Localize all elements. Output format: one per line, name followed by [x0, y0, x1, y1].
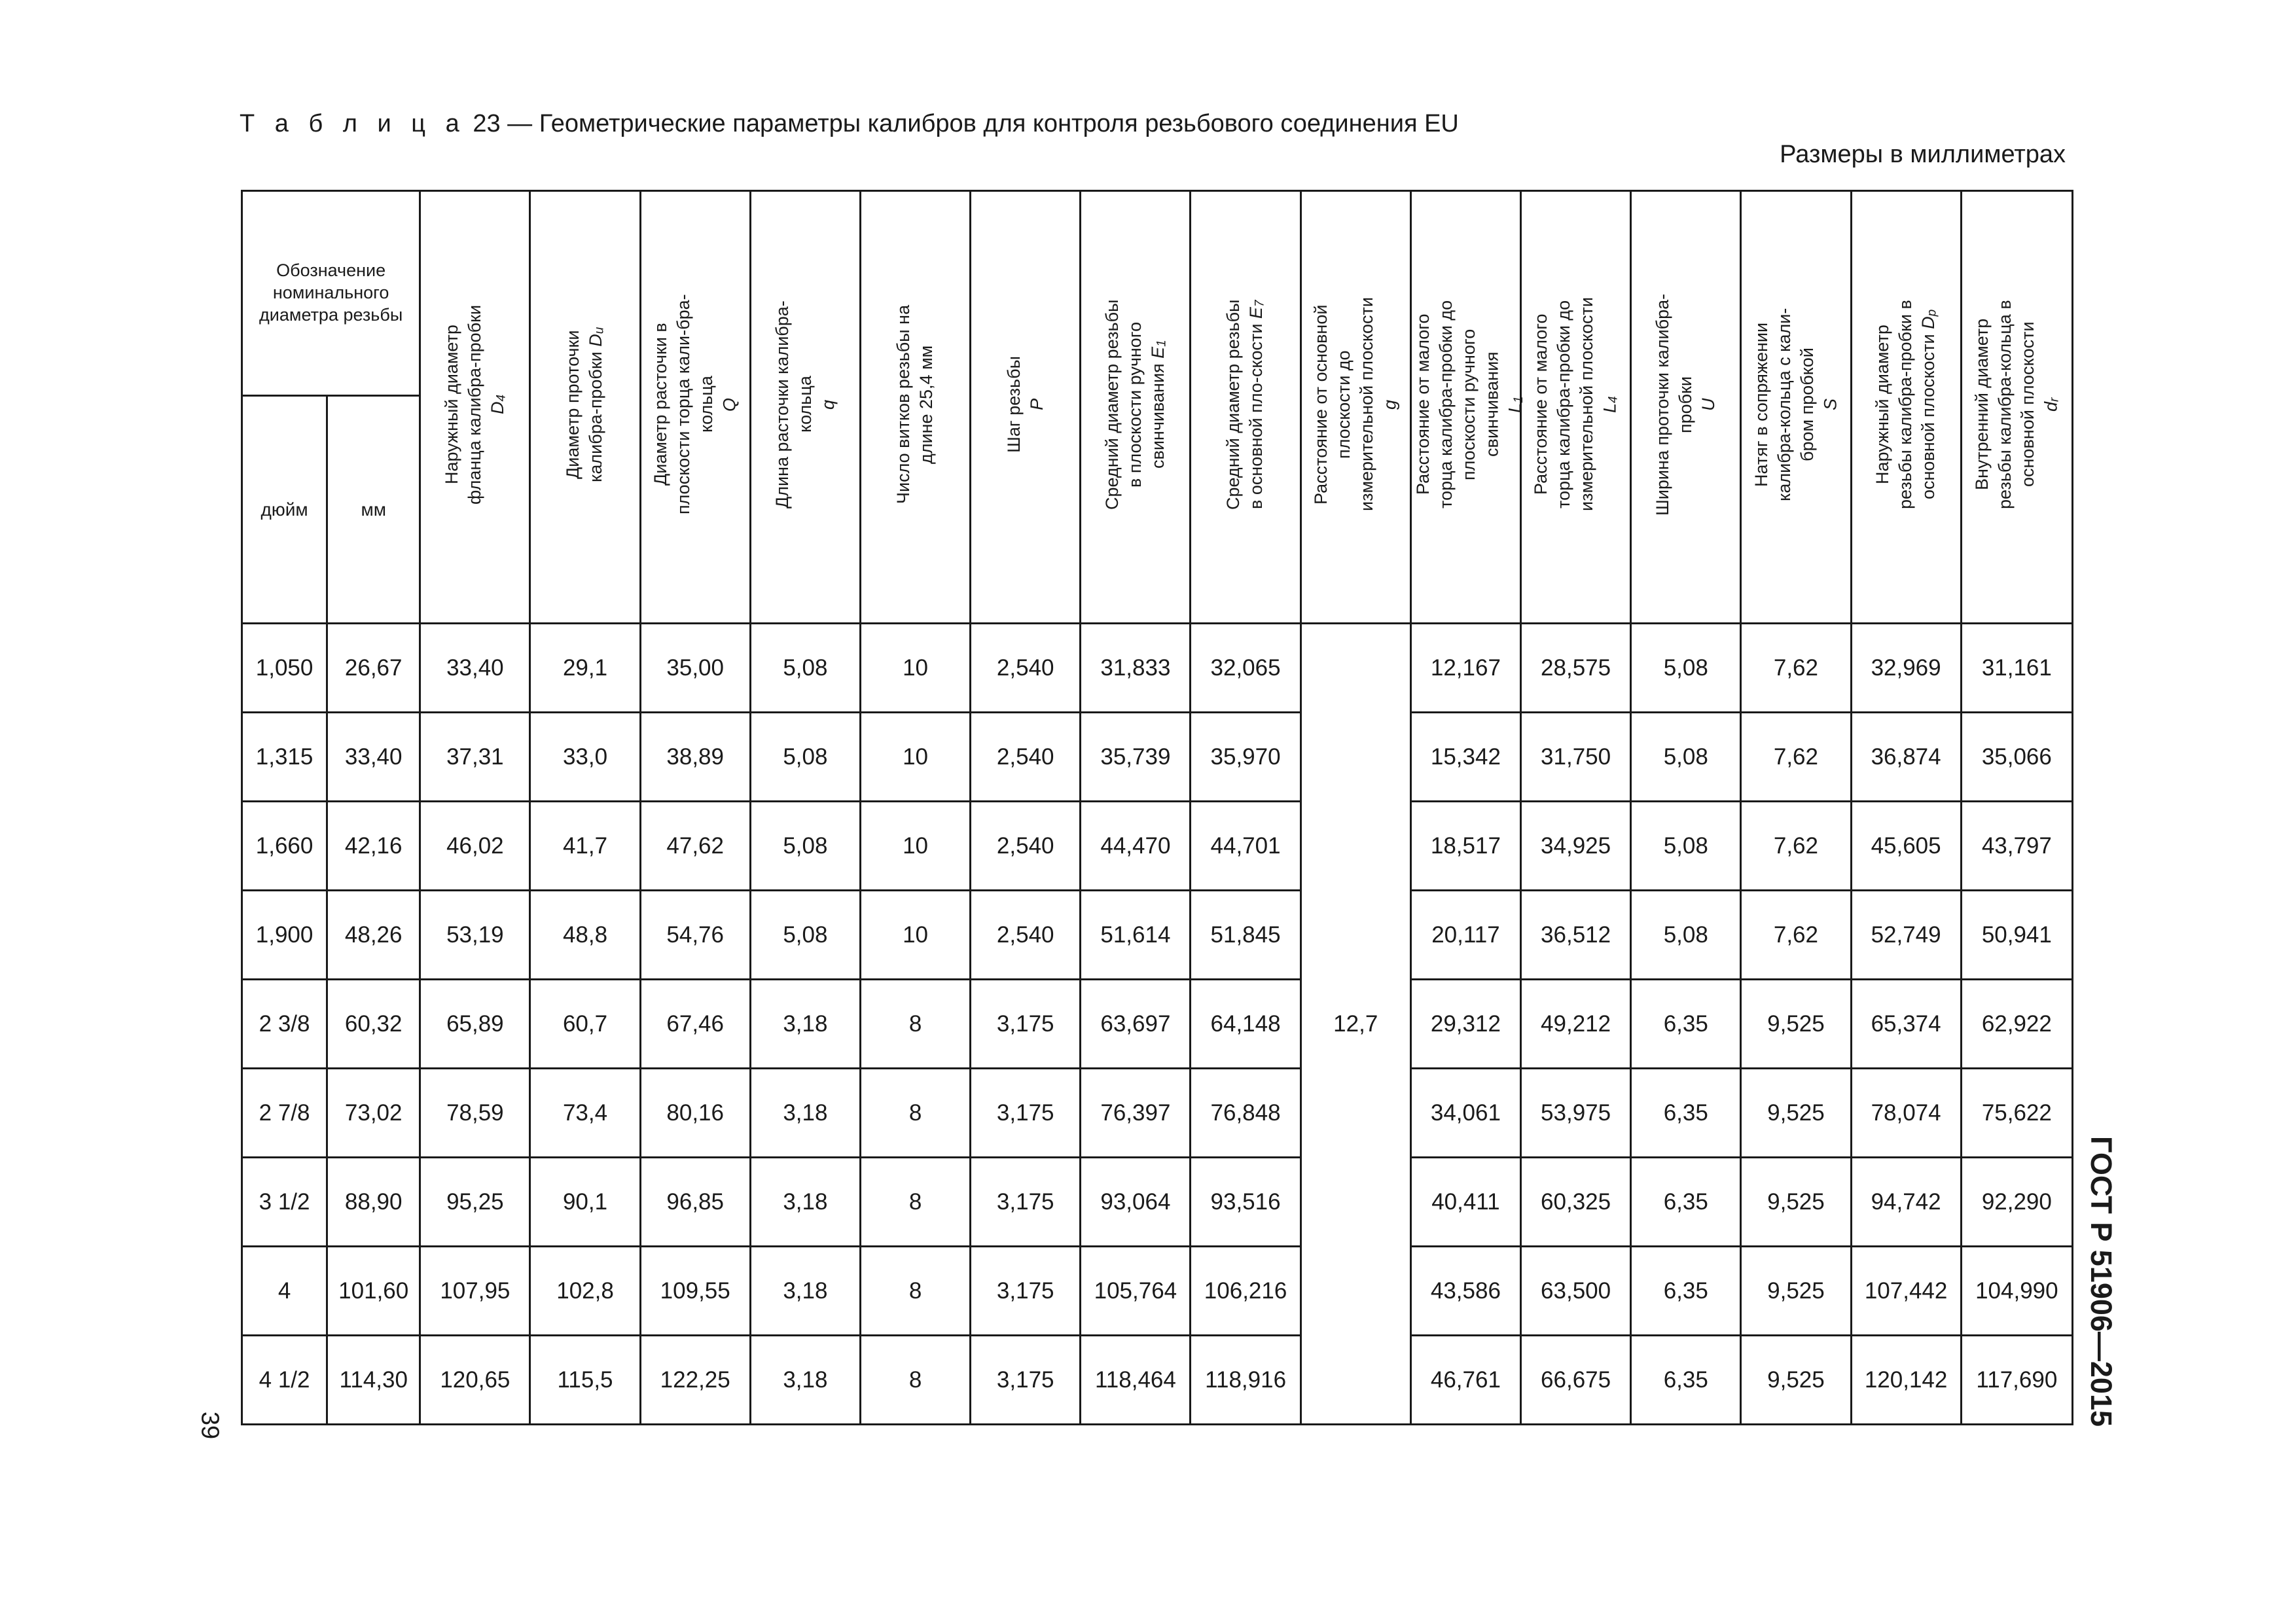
table-cell: 10 — [860, 624, 970, 713]
table-cell: 34,061 — [1410, 1069, 1520, 1158]
standard-designation: ГОСТ Р 51906—2015 — [2085, 1135, 2118, 1427]
table-cell: 60,32 — [327, 980, 420, 1069]
table-cell: 3,175 — [971, 1069, 1081, 1158]
table-cell: 32,969 — [1851, 624, 1961, 713]
table-cell: 44,701 — [1191, 802, 1300, 891]
table-cell: 33,40 — [327, 713, 420, 802]
table-cell: 3 1/2 — [242, 1158, 327, 1247]
table-cell: 38,89 — [640, 713, 750, 802]
table-cell: 3,175 — [971, 980, 1081, 1069]
table-cell: 8 — [860, 1158, 970, 1247]
table-cell: 35,00 — [640, 624, 750, 713]
header-column-10 — [1410, 191, 1526, 624]
table-cell: 8 — [860, 1336, 970, 1425]
table-row — [242, 1336, 2073, 1425]
table-cell: 6,35 — [1631, 1069, 1741, 1158]
table-cell: 65,374 — [1851, 980, 1961, 1069]
table-cell: 31,161 — [1961, 624, 2072, 713]
table-cell: 104,990 — [1961, 1247, 2072, 1336]
header-column-6 — [971, 191, 1081, 624]
table-cell: 115,5 — [530, 1336, 640, 1425]
table-cell: 118,464 — [1081, 1336, 1191, 1425]
table-cell: 105,764 — [1081, 1247, 1191, 1336]
table-cell: 9,525 — [1741, 1247, 1851, 1336]
header-column-3 — [640, 191, 750, 624]
table-cell: 1,900 — [242, 891, 327, 980]
table-cell: 29,1 — [530, 624, 640, 713]
table-cell: 63,500 — [1521, 1247, 1631, 1336]
header-column-label: Наружный диаметр резьбы калибра-пробки в основной плоскости $D_p$ — [1872, 299, 1939, 509]
table-cell: 5,08 — [1631, 713, 1741, 802]
header-column-label: Наружный диаметр фланца калибра-пробки $D_4$ — [441, 304, 509, 505]
table-cell: 93,064 — [1081, 1158, 1191, 1247]
table-row — [242, 1158, 2073, 1247]
table-cell: 114,30 — [327, 1336, 420, 1425]
table-cell: 3,175 — [971, 1158, 1081, 1247]
header-column-15 — [1961, 191, 2072, 624]
table-cell: 9,525 — [1741, 980, 1851, 1069]
header-column-label: Ширина проточки калибра-пробки U — [1653, 293, 1719, 516]
table-cell: 26,67 — [327, 624, 420, 713]
table-cell: 10 — [860, 891, 970, 980]
table-cell: 101,60 — [327, 1247, 420, 1336]
caption-text: 23 — Геометрические параметры калибров для контроля резьбового соединения EU — [465, 110, 1459, 137]
table-cell: 12,167 — [1410, 624, 1520, 713]
table-cell: 29,312 — [1410, 980, 1520, 1069]
header-column-13 — [1741, 191, 1851, 624]
table-cell: 7,62 — [1741, 802, 1851, 891]
table-cell: 78,074 — [1851, 1069, 1961, 1158]
units-note: Размеры в миллиметрах — [1780, 141, 2066, 168]
table-cell: 75,622 — [1961, 1069, 2072, 1158]
table-cell: 34,925 — [1521, 802, 1631, 891]
table-cell: 107,95 — [420, 1247, 530, 1336]
table-cell: 5,08 — [1631, 624, 1741, 713]
table-row — [242, 713, 2073, 802]
header-column-2 — [530, 191, 640, 624]
table-cell: 2 3/8 — [242, 980, 327, 1069]
table-row — [242, 624, 2073, 713]
table-cell: 49,212 — [1521, 980, 1631, 1069]
header-column-14 — [1851, 191, 1961, 624]
table-cell: 46,02 — [420, 802, 530, 891]
table-cell: 120,65 — [420, 1336, 530, 1425]
table-cell: 64,148 — [1191, 980, 1300, 1069]
table-cell: 3,18 — [750, 1247, 860, 1336]
table-cell: 73,4 — [530, 1069, 640, 1158]
table-cell: 2,540 — [971, 713, 1081, 802]
table-cell: 20,117 — [1410, 891, 1520, 980]
table-cell: 5,08 — [750, 891, 860, 980]
header-column-label: Диаметр расточки в плоскости торца кали-бра-кольца Q — [651, 294, 740, 514]
header-column-4 — [750, 191, 860, 624]
table-cell: 18,517 — [1410, 802, 1520, 891]
table-cell: 31,833 — [1081, 624, 1191, 713]
gauge-parameters-table — [241, 190, 2073, 1425]
table-cell: 2,540 — [971, 802, 1081, 891]
table-cell: 117,690 — [1961, 1336, 2072, 1425]
table-cell: 51,614 — [1081, 891, 1191, 980]
table-cell: 36,512 — [1521, 891, 1631, 980]
table-cell: 88,90 — [327, 1158, 420, 1247]
table-cell: 62,922 — [1961, 980, 2072, 1069]
table-cell: 1,050 — [242, 624, 327, 713]
table-cell: 107,442 — [1851, 1247, 1961, 1336]
table-cell: 94,742 — [1851, 1158, 1961, 1247]
header-column-label: Шаг резьбы P — [1003, 355, 1047, 453]
table-cell: 3,18 — [750, 1158, 860, 1247]
table-cell: 5,08 — [1631, 802, 1741, 891]
table-caption — [240, 110, 1459, 138]
table-cell: 33,0 — [530, 713, 640, 802]
header-column-label: Длина расточки калибра-кольца q — [772, 300, 838, 508]
table-cell: 3,18 — [750, 980, 860, 1069]
table-cell: 3,18 — [750, 1336, 860, 1425]
header-inch: дюйм — [242, 396, 327, 624]
header-column-7 — [1081, 191, 1191, 624]
header-column-label: Число витков резьбы на длине 25,4 мм — [893, 304, 937, 504]
table-cell: 48,26 — [327, 891, 420, 980]
table-cell: 5,08 — [750, 624, 860, 713]
table-cell: 60,325 — [1521, 1158, 1631, 1247]
table-cell: 44,470 — [1081, 802, 1191, 891]
header-column-1 — [420, 191, 530, 624]
table-cell: 76,397 — [1081, 1069, 1191, 1158]
table-cell: 8 — [860, 1247, 970, 1336]
header-column-5 — [860, 191, 970, 624]
table-cell: 5,08 — [750, 713, 860, 802]
table-cell: 3,18 — [750, 1069, 860, 1158]
table-cell: 53,19 — [420, 891, 530, 980]
table-cell: 10 — [860, 713, 970, 802]
table-cell: 109,55 — [640, 1247, 750, 1336]
table-cell: 37,31 — [420, 713, 530, 802]
table-cell: 40,411 — [1410, 1158, 1520, 1247]
table-cell: 5,08 — [1631, 891, 1741, 980]
table-cell: 118,916 — [1191, 1336, 1300, 1425]
table-cell: 28,575 — [1521, 624, 1631, 713]
table-cell: 92,290 — [1961, 1158, 2072, 1247]
caption-prefix: Т а б л и ц а — [240, 110, 466, 137]
table-cell: 53,975 — [1521, 1069, 1631, 1158]
table-cell: 10 — [860, 802, 970, 891]
table-cell: 1,660 — [242, 802, 327, 891]
table-cell: 41,7 — [530, 802, 640, 891]
table-cell: 90,1 — [530, 1158, 640, 1247]
table-cell: 120,142 — [1851, 1336, 1961, 1425]
table-cell: 54,76 — [640, 891, 750, 980]
table-cell: 2,540 — [971, 891, 1081, 980]
table-cell: 6,35 — [1631, 980, 1741, 1069]
header-column-label: Внутренний диаметр резьбы калибра-кольца в основной плоскости $d_r$ — [1971, 299, 2062, 509]
table-row — [242, 891, 2073, 980]
header-column-8 — [1191, 191, 1300, 624]
table-row — [242, 1069, 2073, 1158]
table-cell: 6,35 — [1631, 1336, 1741, 1425]
table-row — [242, 802, 2073, 891]
table-cell: 6,35 — [1631, 1247, 1741, 1336]
header-column-label: Натяг в сопряжении калибра-кольца с кали-бром пробкой S — [1751, 307, 1840, 501]
table-cell: 1,315 — [242, 713, 327, 802]
header-designation: Обозначение номинального диаметра резьбы — [242, 191, 420, 396]
table-cell: 51,845 — [1191, 891, 1300, 980]
header-column-label: Средний диаметр резьбы в основной пло-скости $E_7$ — [1223, 298, 1267, 510]
table-row — [242, 1247, 2073, 1336]
table-cell: 80,16 — [640, 1069, 750, 1158]
table-cell: 3,175 — [971, 1336, 1081, 1425]
header-mm: мм — [327, 396, 420, 624]
table-cell: 43,797 — [1961, 802, 2072, 891]
header-column-label: Расстояние от основной плоскости до измерительной плоскости g — [1311, 297, 1400, 511]
header-column-label: Средний диаметр резьбы в плоскости ручного свинчивания $E_1$ — [1102, 298, 1169, 510]
table-cell: 63,697 — [1081, 980, 1191, 1069]
table-cell: 50,941 — [1961, 891, 2072, 980]
table-cell: 48,8 — [530, 891, 640, 980]
table-cell: 31,750 — [1521, 713, 1631, 802]
table-cell: 65,89 — [420, 980, 530, 1069]
g-value-cell: 12,7 — [1300, 624, 1410, 1425]
table-cell: 76,848 — [1191, 1069, 1300, 1158]
table-cell: 78,59 — [420, 1069, 530, 1158]
table-cell: 96,85 — [640, 1158, 750, 1247]
table-cell: 33,40 — [420, 624, 530, 713]
table-cell: 67,46 — [640, 980, 750, 1069]
table-cell: 47,62 — [640, 802, 750, 891]
table-cell: 106,216 — [1191, 1247, 1300, 1336]
header-column-9 — [1300, 191, 1410, 624]
table-cell: 7,62 — [1741, 624, 1851, 713]
header-column-11 — [1521, 191, 1631, 624]
table-cell: 52,749 — [1851, 891, 1961, 980]
table-row — [242, 980, 2073, 1069]
table-cell: 9,525 — [1741, 1069, 1851, 1158]
table-cell: 2,540 — [971, 624, 1081, 713]
table-cell: 93,516 — [1191, 1158, 1300, 1247]
table-cell: 122,25 — [640, 1336, 750, 1425]
table-cell: 66,675 — [1521, 1336, 1631, 1425]
table-cell: 8 — [860, 980, 970, 1069]
table-cell: 5,08 — [750, 802, 860, 891]
table-cell: 46,761 — [1410, 1336, 1520, 1425]
table-cell: 9,525 — [1741, 1158, 1851, 1247]
table-cell: 3,175 — [971, 1247, 1081, 1336]
table-cell: 73,02 — [327, 1069, 420, 1158]
table-cell: 35,066 — [1961, 713, 2072, 802]
table-cell: 9,525 — [1741, 1336, 1851, 1425]
table-cell: 42,16 — [327, 802, 420, 891]
table-cell: 35,970 — [1191, 713, 1300, 802]
page-number: 39 — [196, 1411, 224, 1440]
table-cell: 15,342 — [1410, 713, 1520, 802]
table-cell: 2 7/8 — [242, 1069, 327, 1158]
table-cell: 60,7 — [530, 980, 640, 1069]
table-cell: 35,739 — [1081, 713, 1191, 802]
table-cell: 8 — [860, 1069, 970, 1158]
table-cell: 6,35 — [1631, 1158, 1741, 1247]
header-column-12 — [1631, 191, 1741, 624]
table-cell: 102,8 — [530, 1247, 640, 1336]
table-cell: 4 1/2 — [242, 1336, 327, 1425]
table-cell: 36,874 — [1851, 713, 1961, 802]
table-cell: 32,065 — [1191, 624, 1300, 713]
table-cell: 7,62 — [1741, 713, 1851, 802]
header-column-label: Расстояние от малого торца калибра-пробки до плоскости ручного свинчивания $L_1$ — [1412, 300, 1526, 508]
table-cell: 95,25 — [420, 1158, 530, 1247]
header-column-label: Диаметр проточки калибра-пробки $D_u$ — [563, 326, 607, 482]
header-column-label: Расстояние от малого торца калибра-пробки до измерительной плоскости $L_4$ — [1530, 297, 1621, 511]
table-cell: 43,586 — [1410, 1247, 1520, 1336]
table-cell: 45,605 — [1851, 802, 1961, 891]
table-cell: 4 — [242, 1247, 327, 1336]
table-cell: 7,62 — [1741, 891, 1851, 980]
